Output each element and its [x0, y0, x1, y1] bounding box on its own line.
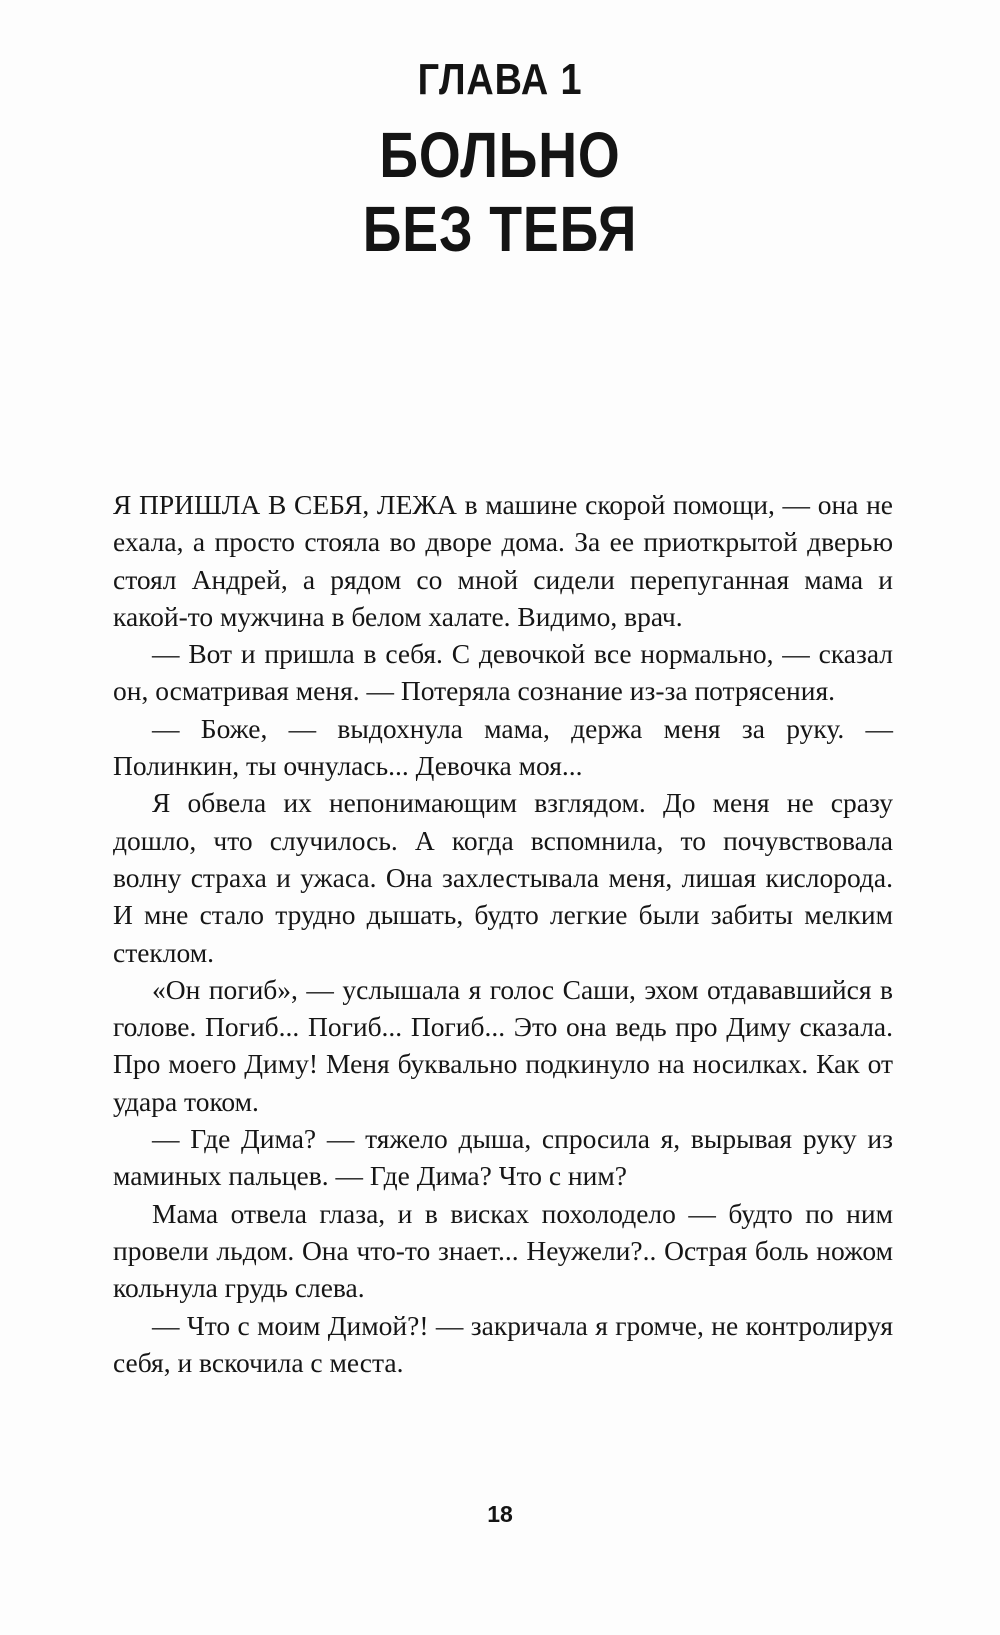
paragraph: — Что с моим Димой?! — закричала я громче, не контролируя себя, и вскочила с места.: [113, 1309, 893, 1378]
paragraph: «Он погиб», — услышала я голос Саши, эхом отдававшийся в голове. Погиб... Погиб... Погиб... Это она ведь про Диму сказала. Про моего Диму! Меня буквально подкинуло на носилках. Как от удара током.: [113, 973, 893, 1117]
body-text: [113, 486, 893, 1381]
paragraph: — Вот и пришла в себя. С девочкой все нормально, — сказал он, осматривая меня. — Потеряла сознание из-за потрясения.: [113, 638, 893, 707]
paragraph: — Где Дима? — тяжело дыша, спросила я, вырывая руку из маминых пальцев. — Где Дима? Что с ним?: [113, 1123, 893, 1192]
paragraph: Я ПРИШЛА В СЕБЯ, ЛЕЖА в машине скорой помощи, — она не ехала, а просто стояла во дворе дома. За ее приоткрытой дверью стоял Андрей, а рядом со мной сидели перепуганная мама и какой-то мужчина в белом халате. Видимо, врач.: [113, 489, 893, 632]
paragraph: Мама отвела глаза, и в висках похолодело — будто по ним провели льдом. Она что-то знает... Неужели?.. Острая боль ножом кольнула грудь слева.: [113, 1197, 893, 1304]
paragraph: — Боже, — выдохнула мама, держа меня за руку. — Полинкин, ты очнулась... Девочка моя...: [113, 712, 893, 782]
paragraph: Я обвела их непонимающим взглядом. До меня не сразу дошло, что случилось. А когда вспомнила, то почувствовала волну страха и ужаса. Она захлестывала меня, лишая кислорода. И мне стало трудно дышать, будто легкие были забиты мелким стеклом.: [113, 787, 893, 968]
page-number: 18: [487, 1501, 513, 1527]
chapter-title-line: БОЛЬНО: [379, 119, 621, 191]
chapter-title: [80, 118, 920, 266]
chapter-label: ГЛАВА 1: [417, 55, 583, 104]
chapter-title-line: БЕЗ ТЕБЯ: [362, 193, 638, 265]
